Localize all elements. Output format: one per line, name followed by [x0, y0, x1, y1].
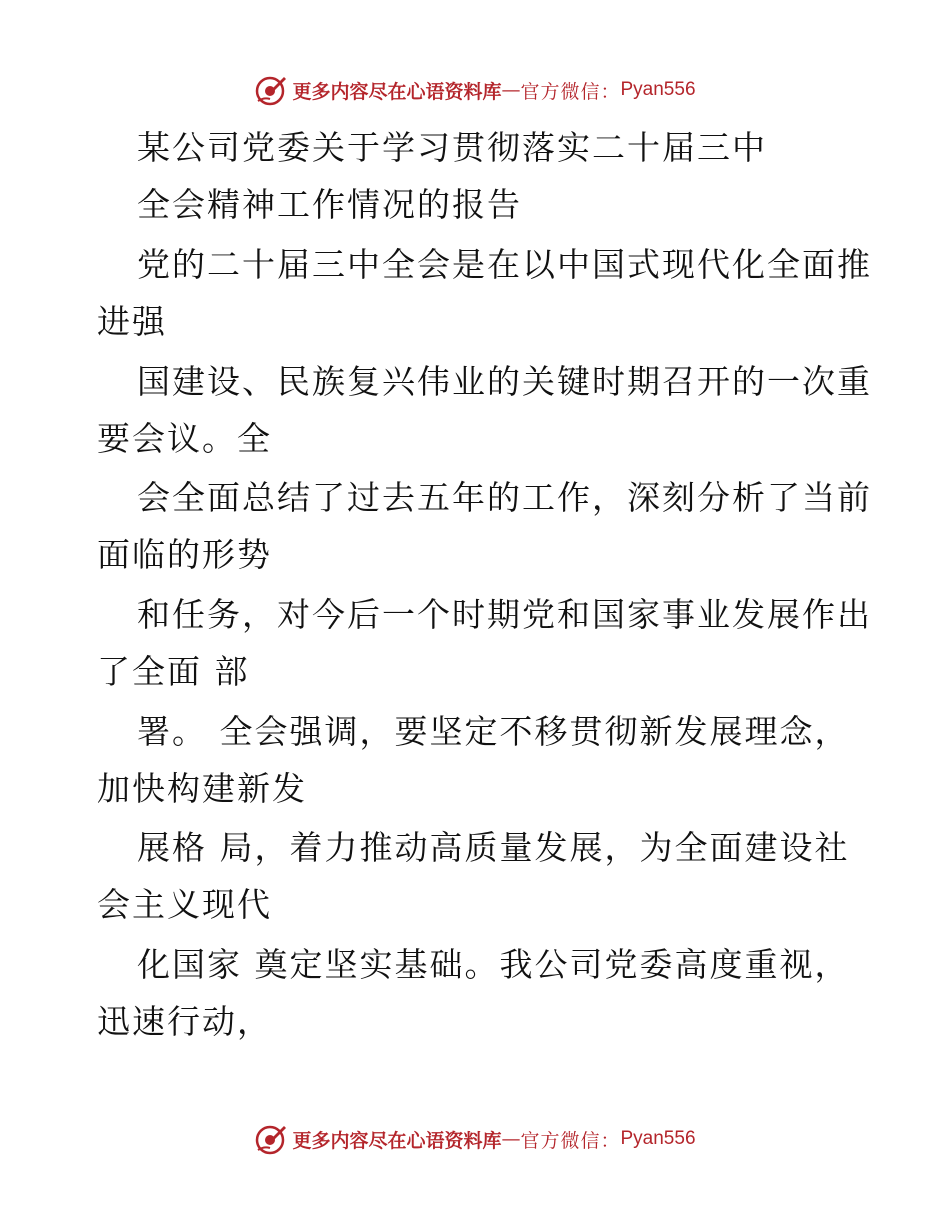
paragraph-line: 面临的形势: [97, 535, 272, 574]
banner-official-label: 官方微信：: [520, 80, 621, 103]
banner-dash: —: [501, 79, 521, 101]
pen-logo-icon: [254, 1122, 288, 1156]
footer-banner: [0, 1119, 950, 1159]
banner-brand-text: 更多内容尽在心语资料库: [292, 80, 502, 103]
paragraph-line: 加快构建新发: [97, 769, 307, 808]
banner-dash: —: [501, 1128, 521, 1150]
paragraph-line: 展格 局，着力推动高质量发展，为全面建设社: [137, 828, 850, 867]
title-line-1: 某公司党委关于学习贯彻落实二十届三中: [137, 128, 767, 167]
paragraph-line: 会主义现代: [97, 885, 272, 924]
banner-brand-text: 更多内容尽在心语资料库: [292, 1129, 502, 1152]
paragraph-line: 进强: [97, 302, 167, 341]
banner-wechat-id: Pyan556: [620, 79, 696, 100]
paragraph-line: 迅速行动，: [97, 1002, 272, 1041]
header-banner: [0, 70, 950, 110]
banner-wechat-id: Pyan556: [620, 1128, 696, 1149]
title-line-2: 全会精神工作情况的报告: [137, 185, 522, 224]
paragraph-line: 和任务，对今后一个时期党和国家事业发展作出: [137, 595, 872, 634]
paragraph-line: 了全面 部: [97, 652, 250, 691]
paragraph-line: 党的二十届三中全会是在以中国式现代化全面推: [137, 245, 872, 284]
paragraph-line: 国建设、民族复兴伟业的关键时期召开的一次重: [137, 362, 872, 401]
pen-logo-icon: [254, 73, 288, 107]
paragraph-line: 署。 全会强调，要坚定不移贯彻新发展理念，: [137, 712, 850, 751]
banner-official-label: 官方微信：: [520, 1129, 621, 1152]
paragraph-line: 会全面总结了过去五年的工作，深刻分析了当前: [137, 478, 872, 517]
paragraph-line: 化国家 奠定坚实基础。我公司党委高度重视，: [137, 945, 850, 984]
paragraph-line: 要会议。全: [97, 419, 272, 458]
